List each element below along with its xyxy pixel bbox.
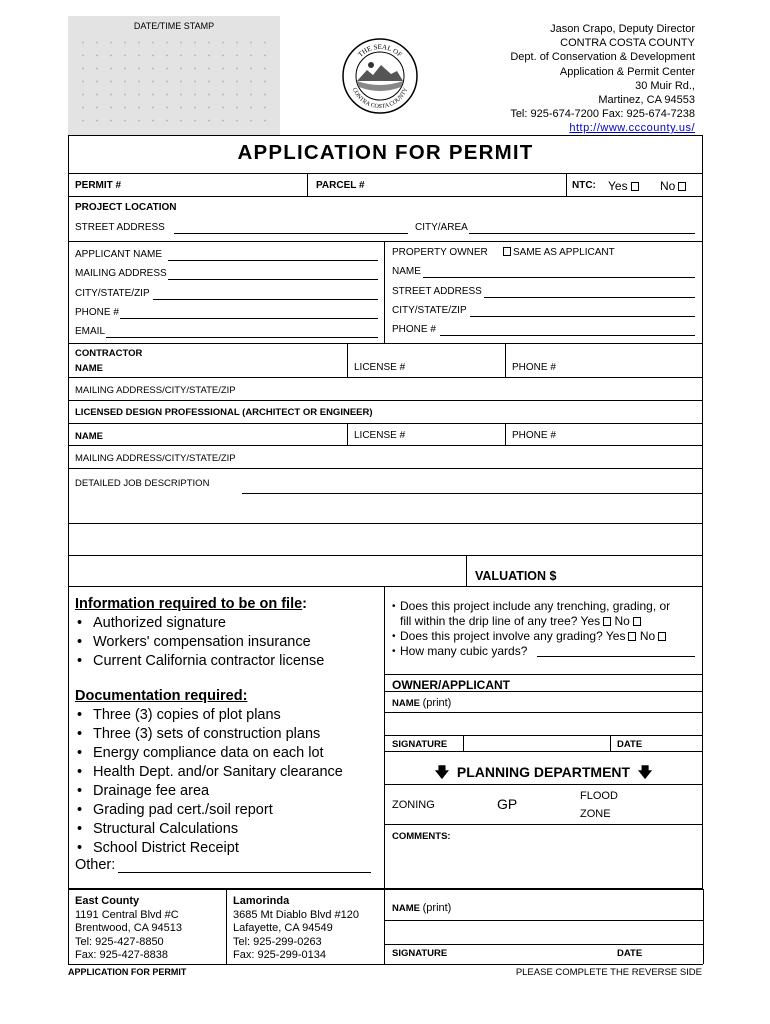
owner-applicant-date-label: DATE [617,739,643,750]
owner-applicant-print-note: (print) [422,697,452,709]
office-fax: Fax: 925-427-8838 [75,949,168,961]
office-address-line: Brentwood, CA 94513 [75,922,183,934]
applicant-csz-input-line[interactable] [153,299,378,300]
tree-yes-checkbox[interactable] [603,617,611,626]
list-item: • Health Dept. and/or Sanitary clearance [75,763,343,782]
list-item: • Structural Calculations [75,820,343,839]
planning-department-text: PLANNING DEPARTMENT [456,764,631,780]
same-as-applicant-checkbox[interactable] [503,247,511,256]
agency-line: 30 Muir Rd., [635,79,695,92]
office-address-line: 3685 Mt Diablo Blvd #120 [233,908,359,921]
owner-applicant-name-text: NAME [392,698,420,709]
tree-question-line [400,614,641,629]
ntc-no-label: No [660,179,676,193]
seal-bottom-text: CONTRA COSTA COUNTY [350,87,410,111]
job-description-line-1[interactable] [242,493,703,494]
applicant-phone-label: PHONE # [75,307,119,318]
list-item: • Drainage fee area [75,782,343,801]
agency-line: Application & Permit Center [559,65,695,78]
footer-form-name: APPLICATION FOR PERMIT [68,967,187,977]
owner-street-input-line[interactable] [484,297,695,298]
applicant-name-input-line[interactable] [168,260,378,261]
agency-website-link[interactable]: http://www.cccounty.us/ [569,122,695,135]
owner-phone-label: PHONE # [392,324,436,335]
planning-department-heading [384,762,703,786]
seal-top-text: THE SEAL OF [356,42,404,59]
list-item: • Authorized signature [75,614,324,633]
info-required-colon: : [302,596,308,612]
applicant-email-label: EMAIL [75,326,106,337]
bottom-name-text: NAME [392,903,420,914]
applicant-phone-input-line[interactable] [120,318,378,319]
stamp-label: DATE/TIME STAMP [133,21,215,31]
ntc-no-checkbox[interactable] [678,182,686,191]
zoning-value: GP [497,796,518,812]
owner-street-label: STREET ADDRESS [392,286,482,297]
applicant-mailing-label: MAILING ADDRESS [75,268,167,279]
applicant-mailing-input-line[interactable] [168,279,378,280]
same-as-applicant-label: SAME AS APPLICANT [513,247,615,258]
footer-reverse-note: PLEASE COMPLETE THE REVERSE SIDE [515,967,702,978]
cubic-yards-input-line[interactable] [537,656,695,657]
other-input-line[interactable] [118,872,371,873]
owner-csz-input-line[interactable] [470,316,695,317]
contractor-name-label: NAME [75,363,103,374]
office-name: East County [75,895,140,907]
applicant-csz-label: CITY/STATE/ZIP [75,288,150,299]
grading-no-checkbox[interactable] [658,632,666,641]
street-address-input-line[interactable] [174,233,408,234]
office-phone: Tel: 925-427-8850 [75,935,164,948]
documentation-required-heading: Documentation required: [75,688,248,704]
down-arrow-icon: 🡇 [434,764,450,780]
design-professional-heading: LICENSED DESIGN PROFESSIONAL (ARCHITECT OR ENGINEER) [75,407,373,418]
city-area-input-line[interactable] [469,233,695,234]
east-county-office [75,895,182,963]
contractor-mailing-label: MAILING ADDRESS/CITY/STATE/ZIP [75,385,236,396]
info-required-list [75,614,324,671]
lamorinda-office [233,895,359,963]
county-seal-logo [341,37,419,115]
list-item: • School District Receipt [75,839,343,858]
list-item: • Workers' compensation insurance [75,633,324,652]
stamp-texture [76,36,272,129]
bottom-print-note: (print) [422,902,452,914]
bottom-name-label [392,902,451,914]
list-item: • Three (3) copies of plot plans [75,706,343,725]
bottom-date-label: DATE [617,948,643,959]
owner-applicant-heading: OWNER/APPLICANT [392,678,510,692]
valuation-label: VALUATION $ [475,569,557,583]
office-address-line: Lafayette, CA 94549 [233,922,333,934]
tree-no-label: No [614,614,630,628]
street-address-label: STREET ADDRESS [75,222,165,233]
owner-applicant-signature-label: SIGNATURE [392,739,448,750]
contractor-phone-label: PHONE # [512,362,556,373]
ntc-yes-checkbox[interactable] [631,182,639,191]
project-location-heading: PROJECT LOCATION [75,202,177,213]
grading-question [392,629,666,644]
grading-yes-checkbox[interactable] [628,632,636,641]
ntc-yes-label: Yes [608,179,628,193]
svg-text:THE SEAL OF [356,43,403,59]
owner-name-input-line[interactable] [423,277,695,278]
contractor-license-label: LICENSE # [354,362,406,373]
same-as-applicant-option[interactable] [503,247,615,258]
designer-phone-label: PHONE # [512,430,556,441]
list-item: • Grading pad cert./soil report [75,801,343,820]
property-owner-label: PROPERTY OWNER [392,247,488,258]
grading-no-label: No [639,629,656,643]
designer-name-label: NAME [75,431,103,442]
designer-license-label: LICENSE # [354,430,406,441]
agency-line: Jason Crapo, Deputy Director [550,23,695,35]
ntc-yes-option[interactable] [608,179,639,193]
list-item: • Energy compliance data on each lot [75,744,343,763]
applicant-email-input-line[interactable] [106,337,378,338]
owner-csz-label: CITY/STATE/ZIP [392,305,467,316]
owner-name-label: NAME [392,266,421,277]
trenching-question: • Does this project include any trenching, grading, or [392,599,670,614]
parcel-number-label: PARCEL # [316,180,365,191]
office-name: Lamorinda [233,895,290,907]
documentation-required-list [75,706,343,858]
contractor-heading: CONTRACTOR [75,348,143,359]
agency-line: CONTRA COSTA COUNTY [560,37,695,50]
ntc-label: NTC: [572,180,596,191]
grading-question-text: Does this project involve any grading? Yes [400,629,626,643]
agency-line: Tel: 925-674-7200 Fax: 925-674-7238 [510,108,695,121]
office-phone: Tel: 925-299-0263 [233,935,322,948]
owner-phone-input-line[interactable] [440,335,695,336]
designer-mailing-label: MAILING ADDRESS/CITY/STATE/ZIP [75,453,236,464]
form-title: APPLICATION FOR PERMIT [237,141,534,164]
flood-label: FLOOD [580,790,618,802]
down-arrow-icon: 🡇 [637,764,653,780]
comments-label: COMMENTS: [392,831,451,842]
agency-address-block [510,22,695,136]
bottom-signature-label: SIGNATURE [392,948,448,959]
list-item: • Current California contractor license [75,652,324,671]
permit-number-label: PERMIT # [75,180,122,191]
agency-line: Martinez, CA 94553 [598,94,695,107]
job-description-label: DETAILED JOB DESCRIPTION [75,478,210,489]
zoning-label: ZONING [392,799,435,811]
tree-no-checkbox[interactable] [633,617,641,626]
ntc-no-option[interactable] [660,179,686,193]
city-area-label: CITY/AREA [415,222,468,233]
date-time-stamp-box [68,16,280,135]
applicant-name-label: APPLICANT NAME [75,249,163,260]
tree-question-text: fill within the drip line of any tree? Yes [400,614,601,628]
other-label: Other: [75,857,116,873]
cubic-yards-question: • How many cubic yards? [392,644,527,659]
office-fax: Fax: 925-299-0134 [233,949,326,961]
agency-line: Dept. of Conservation & Development [510,51,695,64]
zone-label: ZONE [580,808,611,820]
info-required-heading-text: Information required to be on file [75,596,303,612]
owner-applicant-name-label [392,697,451,709]
list-item: • Three (3) sets of construction plans [75,725,343,744]
office-address-line: 1191 Central Blvd #C [75,908,179,921]
info-required-heading [75,596,307,612]
